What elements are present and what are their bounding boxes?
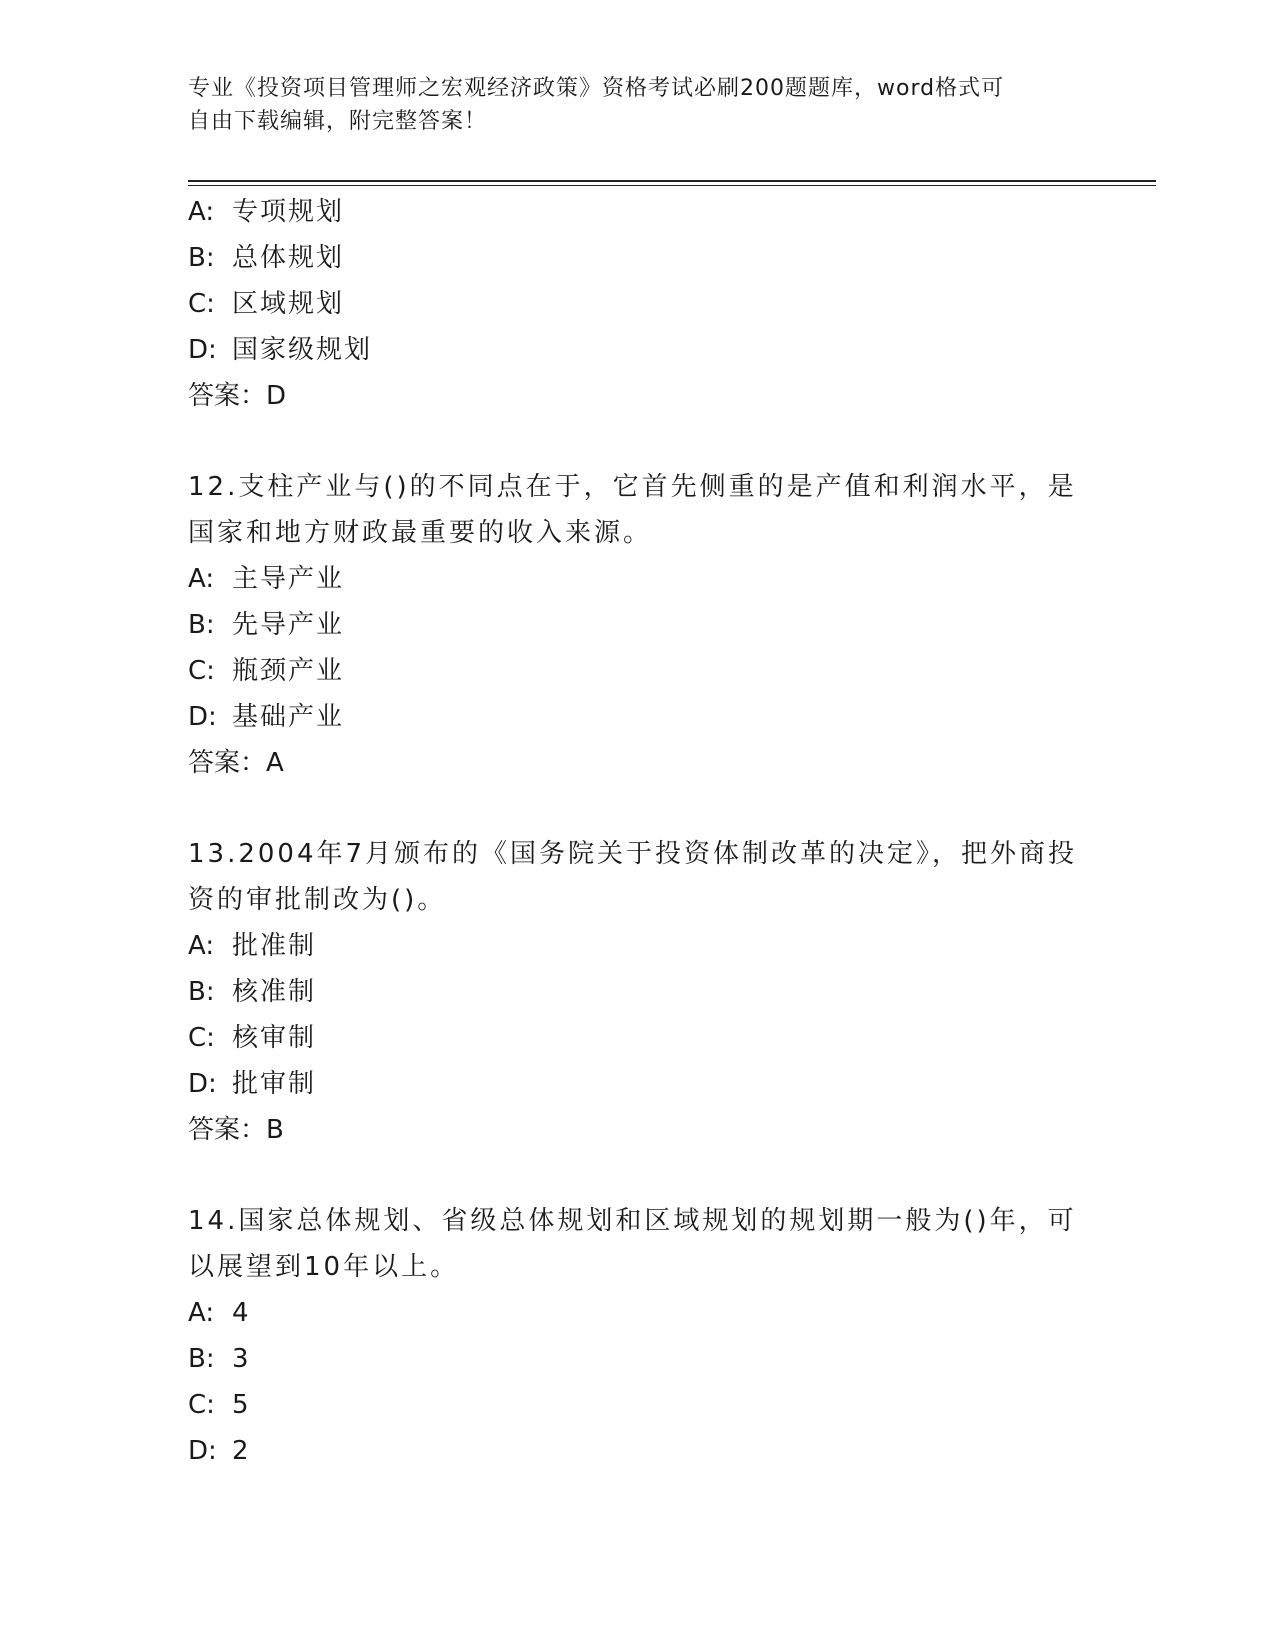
answer-label: 答案：	[188, 1115, 267, 1145]
option-text: 3	[232, 1344, 251, 1374]
option-b	[188, 602, 1088, 648]
question-block-13	[188, 831, 1088, 1153]
option-b	[188, 1336, 1088, 1382]
option-letter: B:	[188, 977, 215, 1007]
option-text: 先导产业	[232, 610, 345, 640]
option-letter: C:	[188, 1023, 215, 1053]
question-text	[188, 831, 1088, 923]
question-block-12	[188, 464, 1088, 786]
option-d	[188, 1428, 1088, 1474]
option-text: 国家级规划	[232, 335, 373, 365]
option-text: 4	[232, 1298, 251, 1328]
option-a	[188, 923, 1088, 969]
option-a	[188, 556, 1088, 602]
option-text: 主导产业	[232, 564, 345, 594]
option-text: 5	[232, 1390, 251, 1420]
option-text: 2	[232, 1436, 251, 1466]
question-text	[188, 464, 1088, 556]
option-c	[188, 648, 1088, 694]
question-text	[188, 1198, 1088, 1290]
question-block-14	[188, 1198, 1088, 1474]
option-letter: A:	[188, 197, 215, 227]
option-letter: D:	[188, 1436, 217, 1466]
header-rule-thin	[188, 185, 1156, 186]
option-letter: B:	[188, 610, 215, 640]
option-text: 专项规划	[232, 197, 345, 227]
answer-label: 答案：	[188, 381, 267, 411]
question-text-line-2: 以展望到10年以上。	[188, 1252, 460, 1282]
option-text: 批审制	[232, 1069, 317, 1099]
option-letter: D:	[188, 335, 217, 365]
option-c	[188, 281, 1088, 327]
option-letter: C:	[188, 1390, 215, 1420]
question-text-line-1: 14.国家总体规划、省级总体规划和区域规划的规划期一般为()年，可	[188, 1206, 1077, 1236]
option-text: 总体规划	[232, 243, 345, 273]
answer-label: 答案：	[188, 748, 267, 778]
header-title-line-1: 专业《投资项目管理师之宏观经济政策》资格考试必刷200题题库，word格式可	[188, 76, 1005, 101]
option-letter: A:	[188, 564, 215, 594]
option-letter: C:	[188, 289, 215, 319]
question-text-line-1: 12.支柱产业与()的不同点在于，它首先侧重的是产值和利润水平，是	[188, 472, 1077, 502]
question-text-line-2: 国家和地方财政最重要的收入来源。	[188, 518, 653, 548]
answer-value: A	[266, 748, 284, 778]
option-c	[188, 1015, 1088, 1061]
option-letter: D:	[188, 702, 217, 732]
option-d	[188, 694, 1088, 740]
header-rule-thick	[188, 180, 1156, 182]
option-letter: D:	[188, 1069, 217, 1099]
option-letter: A:	[188, 931, 215, 961]
option-letter: A:	[188, 1298, 215, 1328]
option-c	[188, 1382, 1088, 1428]
option-text: 批准制	[232, 931, 317, 961]
answer-line	[188, 740, 1088, 786]
option-d	[188, 327, 1088, 373]
answer-value: B	[266, 1115, 284, 1145]
option-text: 基础产业	[232, 702, 345, 732]
question-text-line-2: 资的审批制改为()。	[188, 885, 447, 915]
option-d	[188, 1061, 1088, 1107]
answer-value: D	[266, 381, 287, 411]
answer-line	[188, 373, 1088, 419]
option-letter: C:	[188, 656, 215, 686]
option-b	[188, 235, 1088, 281]
option-text: 核准制	[232, 977, 317, 1007]
option-a	[188, 1290, 1088, 1336]
answer-line	[188, 1107, 1088, 1153]
question-text-line-1: 13.2004年7月颁布的《国务院关于投资体制改革的决定》，把外商投	[188, 839, 1078, 869]
option-text: 核审制	[232, 1023, 317, 1053]
document-header	[188, 72, 1088, 138]
option-a	[188, 189, 1088, 235]
option-letter: B:	[188, 1344, 215, 1374]
question-list	[188, 189, 1088, 1474]
question-block-11	[188, 189, 1088, 419]
header-title-line-2: 自由下载编辑，附完整答案！	[188, 109, 488, 134]
option-letter: B:	[188, 243, 215, 273]
option-b	[188, 969, 1088, 1015]
option-text: 瓶颈产业	[232, 656, 345, 686]
option-text: 区域规划	[232, 289, 345, 319]
